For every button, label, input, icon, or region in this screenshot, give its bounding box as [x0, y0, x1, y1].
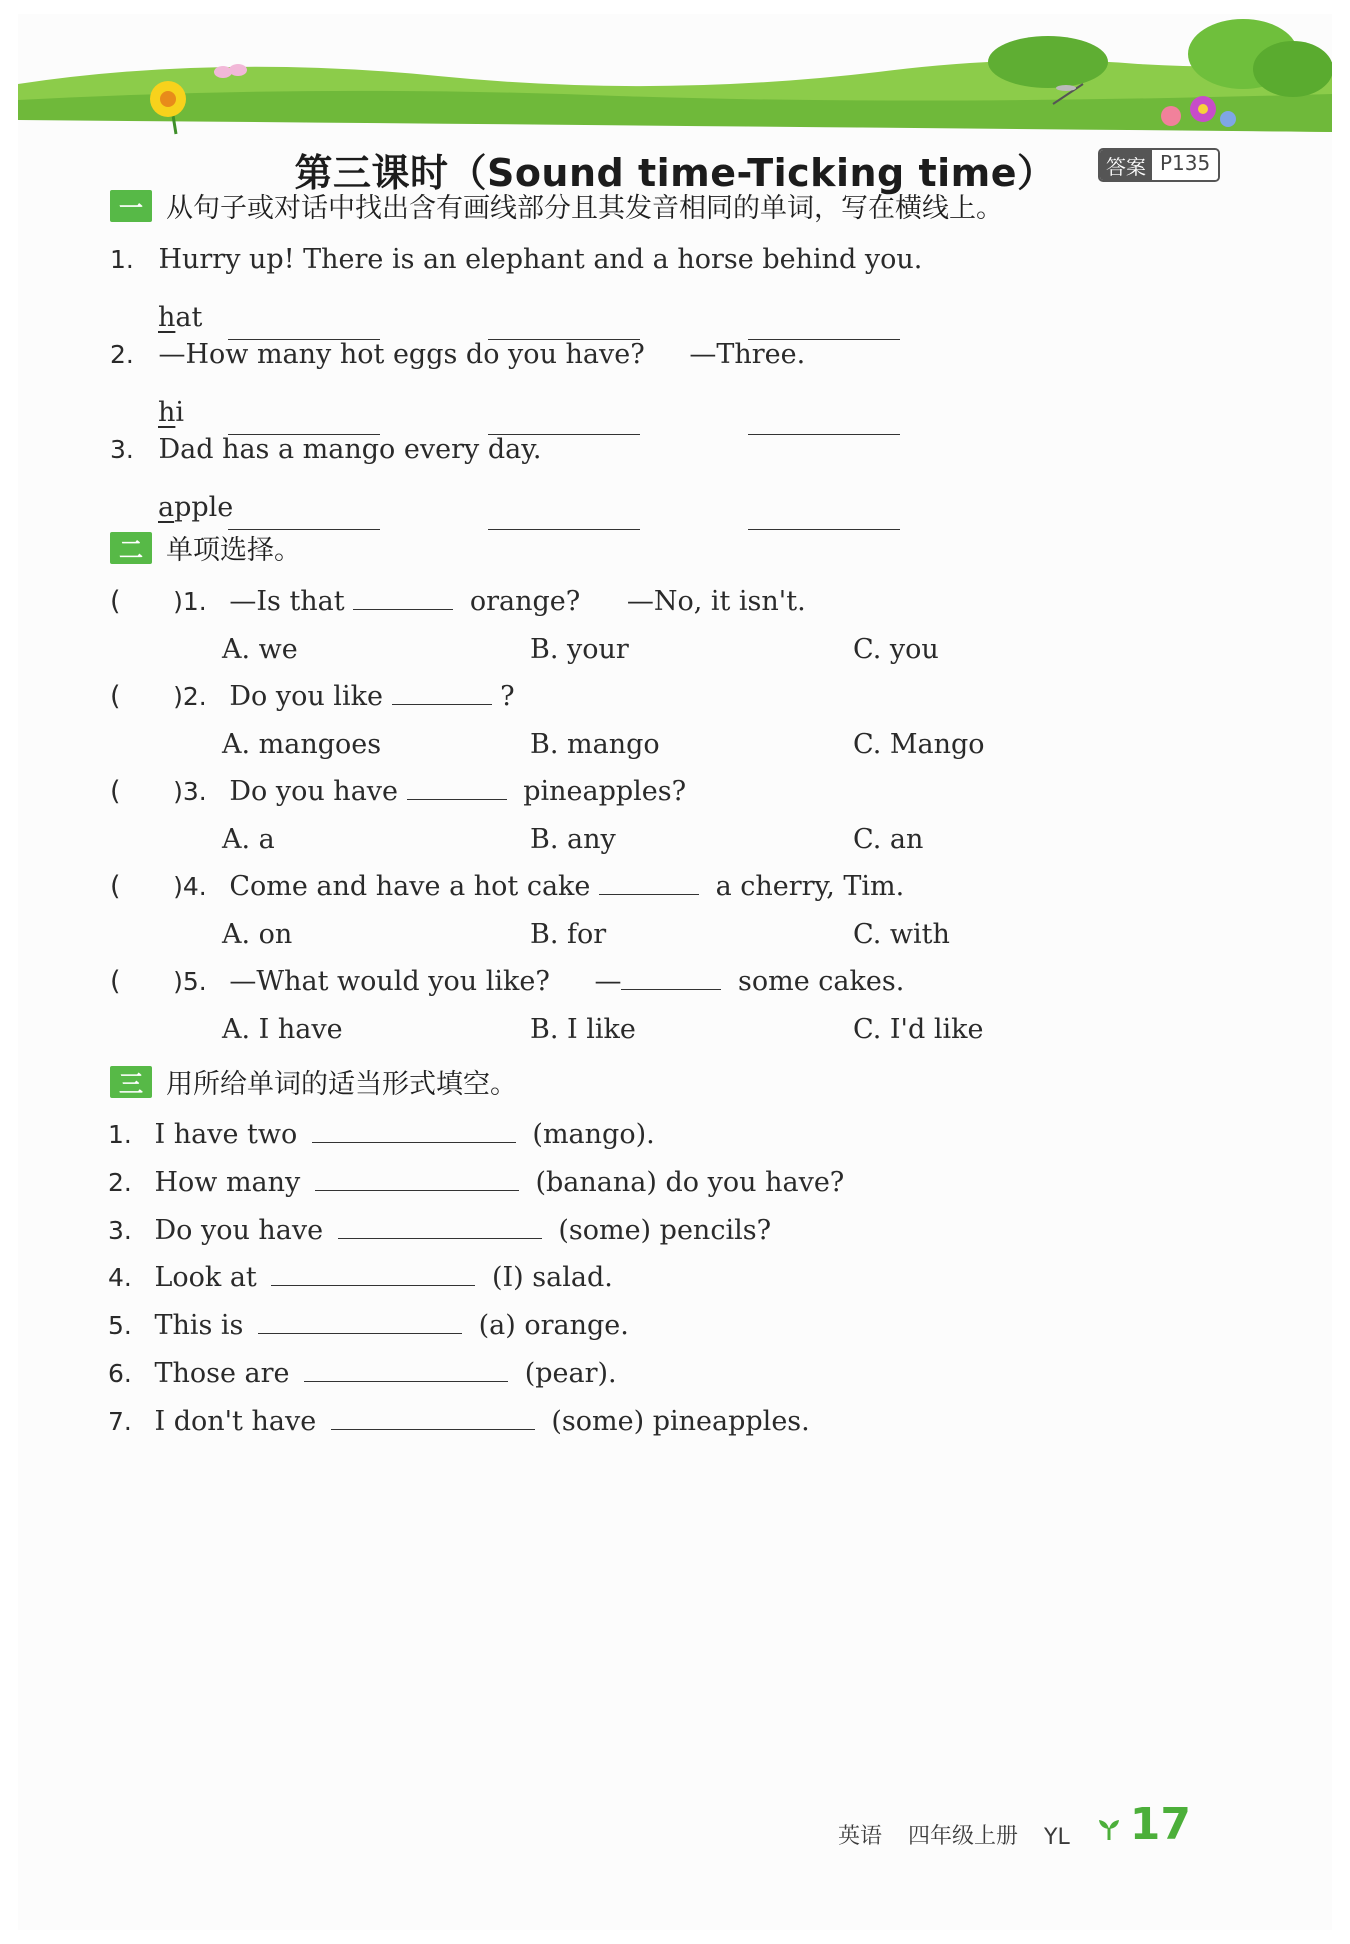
keyword-underlined-part: h [158, 397, 176, 428]
footer-edition: YL [1044, 1825, 1070, 1850]
reply-dash: — [594, 966, 622, 997]
option-b[interactable]: B. for [530, 919, 607, 950]
option-b[interactable]: B. mango [530, 729, 660, 760]
footer-subject: 英语 [838, 1824, 883, 1849]
answer-blank[interactable] [621, 988, 721, 990]
item-number: 2. [110, 340, 134, 369]
option-a[interactable]: A. we [222, 634, 298, 665]
answer-blank[interactable] [315, 1189, 519, 1191]
item-number: 3. [108, 1216, 132, 1245]
text-before: Do you have [154, 1215, 324, 1246]
text-after: (some) pencils? [558, 1215, 772, 1246]
option-b[interactable]: B. your [530, 634, 629, 665]
item-number: 1. [110, 245, 134, 274]
answer-blank[interactable] [304, 1380, 508, 1382]
question-text-before: —Is that [229, 586, 345, 617]
section-2-heading [110, 528, 301, 567]
text-after: (I) salad. [491, 1262, 613, 1293]
answer-blank[interactable] [748, 529, 900, 530]
s3-item-4 [108, 1262, 613, 1293]
s1-item-2-keyword [158, 397, 184, 428]
reply: —No, it isn't. [626, 586, 806, 617]
answer-blank[interactable] [407, 798, 507, 800]
question-number: )3. [173, 777, 207, 806]
item-number: 7. [108, 1407, 132, 1436]
question-text-after: some cakes. [738, 966, 905, 997]
section-2-badge: 二 [110, 532, 152, 564]
text-after: (some) pineapples. [551, 1406, 810, 1437]
option-b[interactable]: B. I like [530, 1014, 636, 1045]
question-number: )1. [173, 587, 207, 616]
s2-question-5 [110, 966, 904, 997]
text-after: (a) orange. [478, 1310, 629, 1341]
keyword-rest: at [175, 302, 203, 333]
sentence: Hurry up! There is an elephant and a horse behind you. [158, 244, 923, 275]
option-a[interactable]: A. I have [222, 1014, 343, 1045]
question-text-after: ? [500, 681, 515, 712]
s2-question-1 [110, 586, 806, 617]
item-number: 6. [108, 1359, 132, 1388]
answer-label: 答案 [1100, 150, 1152, 180]
text-after: (banana) do you have? [535, 1167, 845, 1198]
answer-blank[interactable] [392, 703, 492, 705]
s1-item-3 [110, 434, 541, 465]
s2-question-4 [110, 871, 904, 902]
section-1-badge: 一 [110, 190, 152, 222]
answer-blank[interactable] [271, 1284, 475, 1286]
s3-item-7 [108, 1406, 810, 1437]
answer-blank[interactable] [748, 434, 900, 435]
answer-blank[interactable] [599, 893, 699, 895]
answer-paren-open[interactable]: ( [110, 776, 121, 807]
lesson-title: 第三课时（Sound time-Ticking time） [294, 151, 1056, 195]
s1-item-1 [110, 244, 922, 275]
text-before: I have two [154, 1119, 298, 1150]
section-1-heading [110, 186, 1003, 225]
text-after: (mango). [532, 1119, 655, 1150]
page-footer [838, 1799, 1191, 1850]
option-b[interactable]: B. any [530, 824, 616, 855]
text-before: Look at [154, 1262, 257, 1293]
s1-item-2 [110, 339, 805, 370]
answer-blank[interactable] [258, 1332, 462, 1334]
question-text-before: —What would you like? [229, 966, 550, 997]
question-text-before: Do you like [229, 681, 383, 712]
keyword-rest: pple [174, 492, 234, 523]
section-2-instruction: 单项选择。 [166, 535, 301, 566]
item-number: 1. [108, 1120, 132, 1149]
sentence: —How many hot eggs do you have? [158, 339, 645, 370]
answer-blank[interactable] [312, 1141, 516, 1143]
option-a[interactable]: A. on [222, 919, 293, 950]
question-number: )4. [173, 872, 207, 901]
answer-blank[interactable] [331, 1428, 535, 1430]
option-c[interactable]: C. I'd like [853, 1014, 984, 1045]
keyword-underlined-part: a [158, 492, 175, 523]
s2-question-2 [110, 681, 515, 712]
answer-blank[interactable] [353, 608, 453, 610]
section-3-badge: 三 [110, 1066, 152, 1098]
option-c[interactable]: C. you [853, 634, 939, 665]
option-a[interactable]: A. a [222, 824, 275, 855]
option-c[interactable]: C. with [853, 919, 950, 950]
option-a[interactable]: A. mangoes [222, 729, 382, 760]
s1-item-1-keyword [158, 302, 202, 333]
text-before: Those are [154, 1358, 290, 1389]
item-number: 4. [108, 1263, 132, 1292]
sprout-icon [1096, 1816, 1122, 1842]
sentence: Dad has a mango every day. [158, 434, 542, 465]
answer-blank[interactable] [338, 1237, 542, 1239]
flower-icon [150, 81, 186, 134]
answer-page: P135 [1152, 150, 1218, 180]
answer-paren-open[interactable]: ( [110, 966, 121, 997]
question-number: )2. [173, 682, 207, 711]
text-before: How many [154, 1167, 301, 1198]
text-after: (pear). [524, 1358, 617, 1389]
question-text-after: pineapples? [523, 776, 687, 807]
worksheet-page [18, 14, 1332, 1930]
answer-paren-open[interactable]: ( [110, 681, 121, 712]
s3-item-6 [108, 1358, 617, 1389]
page-number: 17 [1129, 1799, 1191, 1850]
text-before: This is [154, 1310, 244, 1341]
question-number: )5. [173, 967, 207, 996]
answer-paren-open[interactable]: ( [110, 871, 121, 902]
s3-item-1 [108, 1119, 655, 1150]
question-text-after: orange? [469, 586, 581, 617]
option-c[interactable]: C. Mango [853, 729, 985, 760]
section-3-instruction: 用所给单词的适当形式填空。 [166, 1069, 517, 1100]
section-1-instruction: 从句子或对话中找出含有画线部分且其发音相同的单词，写在横线上。 [166, 193, 1003, 224]
footer-grade: 四年级上册 [908, 1824, 1019, 1849]
question-text-before: Do you have [229, 776, 399, 807]
section-3-heading [110, 1062, 517, 1101]
s2-question-3 [110, 776, 686, 807]
question-text-before: Come and have a hot cake [229, 871, 591, 902]
text-before: I don't have [154, 1406, 317, 1437]
s1-item-3-keyword [158, 492, 233, 523]
answer-reference-tag [1098, 148, 1220, 182]
reply: —Three. [689, 339, 806, 370]
item-number: 2. [108, 1168, 132, 1197]
s3-item-2 [108, 1167, 844, 1198]
option-c[interactable]: C. an [853, 824, 924, 855]
meadow-banner-illustration [18, 14, 1332, 144]
item-number: 5. [108, 1311, 132, 1340]
s3-item-5 [108, 1310, 629, 1341]
question-text-after: a cherry, Tim. [715, 871, 905, 902]
answer-blank[interactable] [488, 529, 640, 530]
s3-item-3 [108, 1215, 771, 1246]
keyword-underlined-part: h [158, 302, 176, 333]
item-number: 3. [110, 435, 134, 464]
answer-paren-open[interactable]: ( [110, 586, 121, 617]
keyword-rest: i [175, 397, 185, 428]
